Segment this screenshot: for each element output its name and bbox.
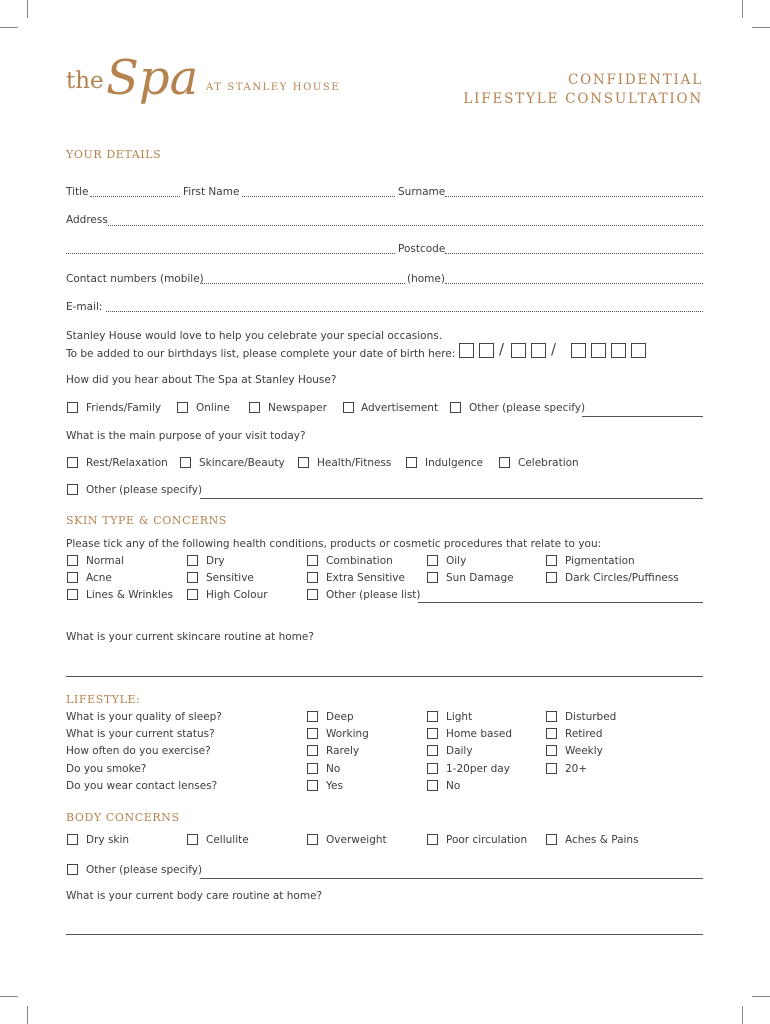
option-label: Indulgence (425, 457, 484, 469)
logo-spa: Spa (106, 50, 199, 106)
option-label: Other (please list) (326, 589, 421, 601)
skincare-routine-question: What is your current skincare routine at home? (66, 631, 314, 643)
lifestyle-question: Do you wear contact lenses? (66, 780, 218, 792)
checkbox-lenses-yes[interactable] (307, 780, 318, 791)
logo (66, 50, 356, 126)
checkbox-online[interactable] (177, 402, 188, 413)
option-label: No (326, 763, 341, 775)
checkbox-high-colour[interactable] (187, 589, 198, 600)
option-label: Working (326, 728, 369, 740)
contact-mobile-label: Contact numbers (mobile) (66, 273, 204, 285)
option-label: Overweight (326, 834, 387, 846)
option-label: Friends/Family (86, 402, 162, 414)
purpose-question: What is the main purpose of your visit today? (66, 430, 306, 442)
dob-year-digit[interactable] (611, 343, 626, 358)
other-purpose-field[interactable] (200, 498, 703, 499)
option-label: Health/Fitness (317, 457, 392, 469)
option-label: Poor circulation (446, 834, 528, 846)
dob-day-digit[interactable] (459, 343, 474, 358)
option-label: Celebration (518, 457, 579, 469)
checkbox-friends-family[interactable] (67, 402, 78, 413)
checkbox-celebration[interactable] (499, 457, 510, 468)
option-label: Daily (446, 745, 473, 757)
checkbox-exercise-rarely[interactable] (307, 745, 318, 756)
checkbox-poor-circulation[interactable] (427, 834, 438, 845)
home-phone-field[interactable] (445, 283, 703, 284)
section-title-your-details: YOUR DETAILS (66, 148, 162, 161)
option-label: Weekly (565, 745, 603, 757)
option-label: 1-20per day (446, 763, 510, 775)
option-label: Sun Damage (446, 572, 514, 584)
email-label: E-mail: (66, 301, 103, 313)
option-label: Advertisement (361, 402, 439, 414)
option-label: Rest/Relaxation (86, 457, 168, 469)
skincare-routine-field[interactable] (66, 676, 703, 677)
date-separator: / (551, 340, 557, 358)
option-label: Aches & Pains (565, 834, 639, 846)
option-label: Oily (446, 555, 467, 567)
option-label: Dry (206, 555, 225, 567)
checkbox-sleep-disturbed[interactable] (546, 711, 557, 722)
checkbox-other-purpose[interactable] (67, 484, 78, 495)
option-label: Deep (326, 711, 354, 723)
checkbox-other-body[interactable] (67, 864, 78, 875)
other-skin-field[interactable] (418, 602, 703, 603)
checkbox-pigmentation[interactable] (546, 555, 557, 566)
crop-mark (27, 0, 28, 18)
checkbox-acne[interactable] (67, 572, 78, 583)
checkbox-lenses-no[interactable] (427, 780, 438, 791)
dob-year-digit[interactable] (631, 343, 646, 358)
skin-intro: Please tick any of the following health conditions, products or cosmetic procedures that relate to you: (66, 538, 602, 550)
section-title-skin: SKIN TYPE & CONCERNS (66, 514, 227, 527)
crop-mark (742, 1006, 743, 1024)
section-title-lifestyle: LIFESTYLE: (66, 693, 141, 706)
surname-field[interactable] (445, 196, 703, 197)
postcode-field[interactable] (445, 253, 703, 254)
postcode-label: Postcode (398, 243, 446, 255)
option-label: Extra Sensitive (326, 572, 405, 584)
checkbox-indulgence[interactable] (406, 457, 417, 468)
option-label: Normal (86, 555, 124, 567)
checkbox-combination[interactable] (307, 555, 318, 566)
checkbox-other-hear[interactable] (450, 402, 461, 413)
checkbox-overweight[interactable] (307, 834, 318, 845)
address-field[interactable] (108, 225, 703, 226)
checkbox-exercise-daily[interactable] (427, 745, 438, 756)
checkbox-dark-circles[interactable] (546, 572, 557, 583)
option-label: High Colour (206, 589, 268, 601)
first-name-field[interactable] (242, 196, 395, 197)
option-label: Lines & Wrinkles (86, 589, 173, 601)
option-label: Other (please specify) (86, 484, 203, 496)
crop-mark (0, 27, 18, 28)
checkbox-cellulite[interactable] (187, 834, 198, 845)
crop-mark (0, 996, 18, 997)
dob-day-digit[interactable] (479, 343, 494, 358)
checkbox-smoke-20-plus[interactable] (546, 763, 557, 774)
form-title-line2: LIFESTYLE CONSULTATION (463, 91, 703, 107)
lifestyle-question: What is your quality of sleep? (66, 711, 222, 723)
checkbox-sleep-light[interactable] (427, 711, 438, 722)
checkbox-dry-skin[interactable] (67, 834, 78, 845)
checkbox-health-fitness[interactable] (298, 457, 309, 468)
checkbox-sleep-deep[interactable] (307, 711, 318, 722)
date-separator: / (499, 340, 505, 358)
option-label: Cellulite (206, 834, 249, 846)
dob-year-digit[interactable] (571, 343, 586, 358)
logo-the: the (66, 68, 104, 94)
checkbox-skincare-beauty[interactable] (180, 457, 191, 468)
address-field-line2[interactable] (66, 253, 395, 254)
checkbox-aches-pains[interactable] (546, 834, 557, 845)
checkbox-dry[interactable] (187, 555, 198, 566)
lifestyle-question: Do you smoke? (66, 763, 147, 775)
birthday-line1: Stanley House would love to help you celebrate your special occasions. (66, 330, 443, 342)
option-label: Disturbed (565, 711, 617, 723)
checkbox-smoke-1-20[interactable] (427, 763, 438, 774)
checkbox-advertisement[interactable] (343, 402, 354, 413)
checkbox-normal[interactable] (67, 555, 78, 566)
option-label: Dry skin (86, 834, 130, 846)
form-title (463, 71, 703, 109)
option-label: Online (196, 402, 230, 414)
email-field[interactable] (106, 311, 703, 312)
option-label: Newspaper (268, 402, 327, 414)
checkbox-oily[interactable] (427, 555, 438, 566)
mobile-field[interactable] (200, 283, 405, 284)
checkbox-status-retired[interactable] (546, 728, 557, 739)
hear-question: How did you hear about The Spa at Stanley House? (66, 374, 337, 386)
body-routine-question: What is your current body care routine at home? (66, 890, 323, 902)
checkbox-other-skin[interactable] (307, 589, 318, 600)
option-label: Dark Circles/Puffiness (565, 572, 679, 584)
logo-location: AT STANLEY HOUSE (206, 82, 341, 93)
checkbox-status-home-based[interactable] (427, 728, 438, 739)
checkbox-sensitive[interactable] (187, 572, 198, 583)
home-label: (home) (407, 273, 445, 285)
checkbox-extra-sensitive[interactable] (307, 572, 318, 583)
checkbox-sun-damage[interactable] (427, 572, 438, 583)
address-label: Address (66, 214, 108, 226)
checkbox-newspaper[interactable] (249, 402, 260, 413)
crop-mark (742, 0, 743, 18)
checkbox-exercise-weekly[interactable] (546, 745, 557, 756)
lifestyle-question: How often do you exercise? (66, 745, 211, 757)
dob-year-digit[interactable] (591, 343, 606, 358)
first-name-label: First Name (183, 186, 240, 198)
option-label: Skincare/Beauty (199, 457, 285, 469)
option-label: Acne (86, 572, 112, 584)
option-label: Other (please specify) (86, 864, 203, 876)
option-label: Combination (326, 555, 393, 567)
option-label: No (446, 780, 461, 792)
option-label: Other (please specify) (469, 402, 586, 414)
title-label: Title (66, 186, 89, 198)
checkbox-rest-relaxation[interactable] (67, 457, 78, 468)
option-label: Pigmentation (565, 555, 635, 567)
dob-month-digit[interactable] (531, 343, 546, 358)
option-label: Rarely (326, 745, 360, 757)
other-hear-field[interactable] (582, 416, 703, 417)
option-label: Sensitive (206, 572, 254, 584)
option-label: Home based (446, 728, 513, 740)
body-routine-field[interactable] (66, 934, 703, 935)
option-label: Retired (565, 728, 603, 740)
birthday-line2: To be added to our birthdays list, please complete your date of birth here: (66, 348, 456, 360)
section-title-body: BODY CONCERNS (66, 811, 180, 824)
title-field[interactable] (90, 196, 180, 197)
checkbox-smoke-no[interactable] (307, 763, 318, 774)
surname-label: Surname (398, 186, 446, 198)
option-label: Light (446, 711, 473, 723)
crop-mark (752, 27, 770, 28)
option-label: 20+ (565, 763, 588, 775)
lifestyle-question: What is your current status? (66, 728, 215, 740)
other-body-field[interactable] (200, 878, 703, 879)
crop-mark (752, 996, 770, 997)
checkbox-lines-wrinkles[interactable] (67, 589, 78, 600)
form-title-line1: CONFIDENTIAL (567, 72, 703, 88)
checkbox-status-working[interactable] (307, 728, 318, 739)
dob-month-digit[interactable] (511, 343, 526, 358)
option-label: Yes (326, 780, 343, 792)
crop-mark (27, 1006, 28, 1024)
